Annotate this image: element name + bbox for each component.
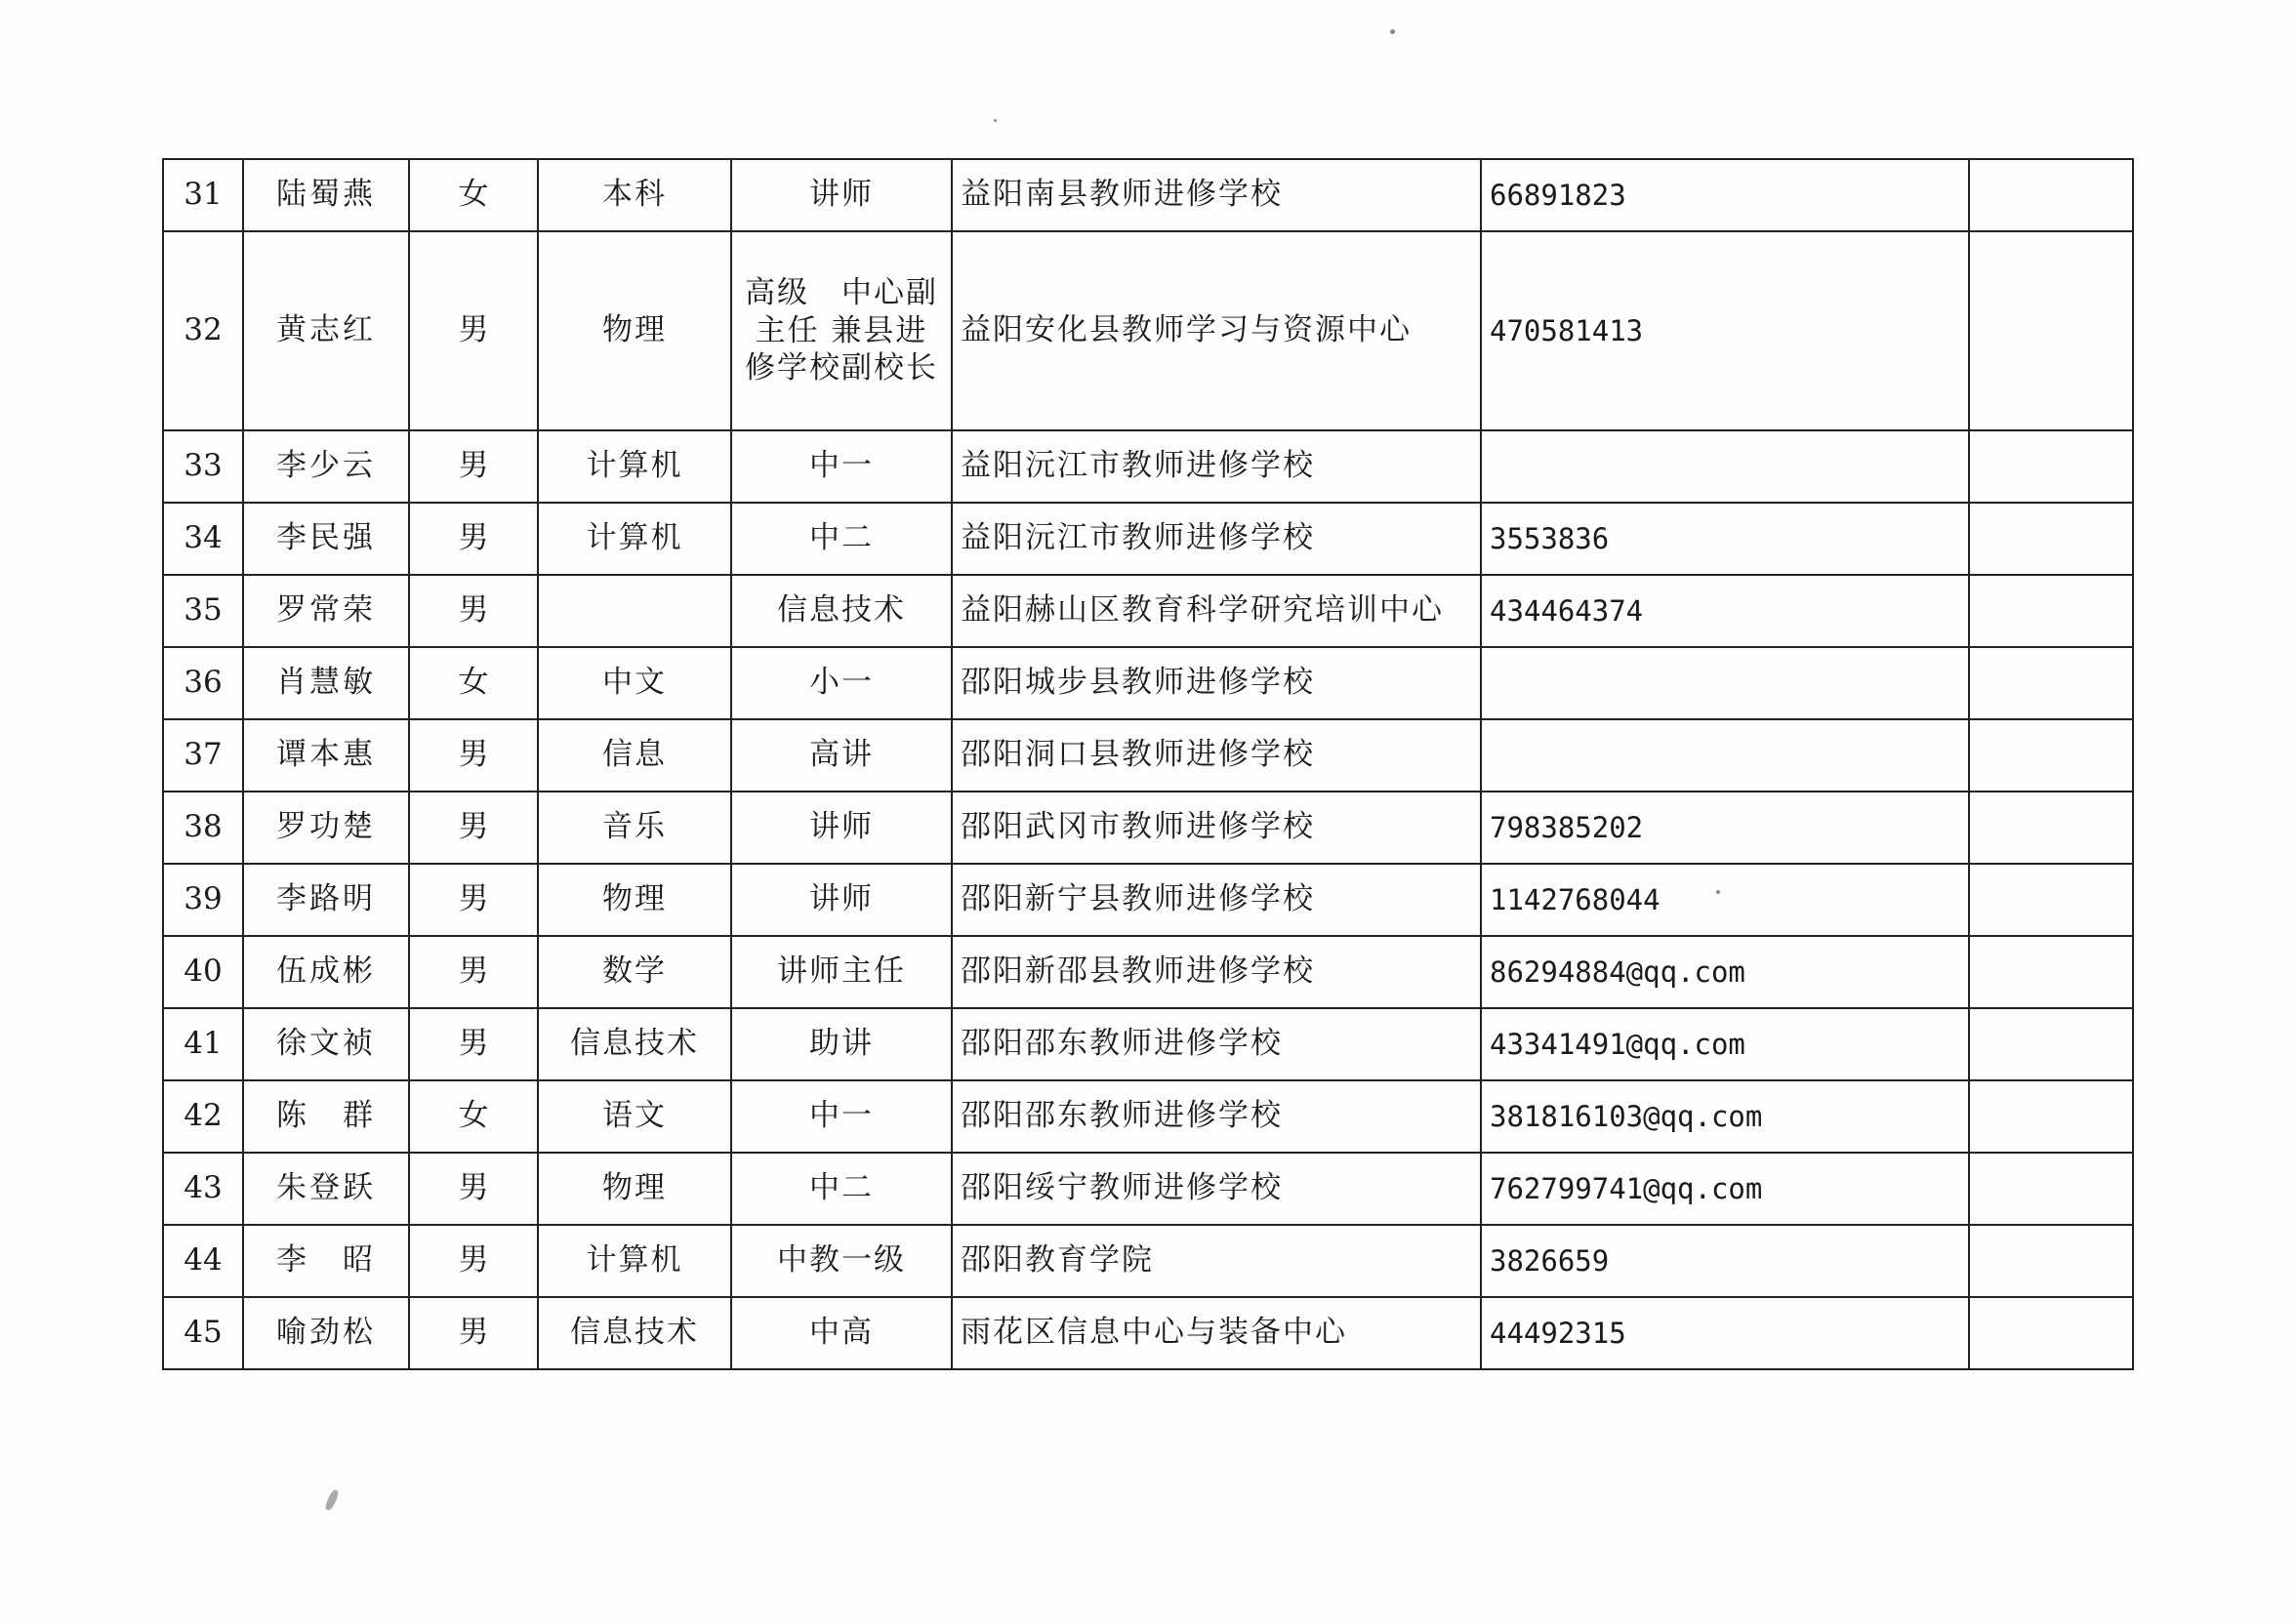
- teacher-title: 信息技术: [731, 575, 952, 647]
- teacher-unit: 益阳沅江市教师进修学校: [952, 430, 1481, 503]
- teacher-name: 喻劲松: [243, 1297, 409, 1369]
- teacher-major: 信息技术: [538, 1008, 731, 1080]
- teacher-title: 讲师: [731, 864, 952, 936]
- table-row: [163, 719, 2133, 792]
- row-number: 43: [163, 1153, 243, 1225]
- remark-cell: [1969, 430, 2133, 503]
- teacher-major: 物理: [538, 231, 731, 430]
- row-number: 35: [163, 575, 243, 647]
- row-number: 38: [163, 792, 243, 864]
- teacher-gender: 男: [409, 575, 538, 647]
- teacher-unit: 益阳南县教师进修学校: [952, 159, 1481, 231]
- remark-cell: [1969, 503, 2133, 575]
- teacher-title: 中高: [731, 1297, 952, 1369]
- teacher-contact: 381816103@qq.com: [1481, 1080, 1969, 1153]
- teacher-unit: 益阳安化县教师学习与资源中心: [952, 231, 1481, 430]
- teacher-name: 徐文祯: [243, 1008, 409, 1080]
- table-row: [163, 1153, 2133, 1225]
- table-row: [163, 936, 2133, 1008]
- teacher-name: 李少云: [243, 430, 409, 503]
- teacher-contact: [1481, 647, 1969, 719]
- row-number: 36: [163, 647, 243, 719]
- remark-cell: [1969, 231, 2133, 430]
- table-row: [163, 159, 2133, 231]
- teacher-contact: [1481, 719, 1969, 792]
- teacher-unit: 雨花区信息中心与装备中心: [952, 1297, 1481, 1369]
- remark-cell: [1969, 719, 2133, 792]
- row-number: 31: [163, 159, 243, 231]
- teacher-name: 李 昭: [243, 1225, 409, 1297]
- teacher-contact: 470581413: [1481, 231, 1969, 430]
- teacher-name: 黄志红: [243, 231, 409, 430]
- teacher-unit: 邵阳新宁县教师进修学校: [952, 864, 1481, 936]
- teacher-contact: 43341491@qq.com: [1481, 1008, 1969, 1080]
- remark-cell: [1969, 1225, 2133, 1297]
- teacher-gender: 男: [409, 1225, 538, 1297]
- row-number: 41: [163, 1008, 243, 1080]
- teacher-gender: 男: [409, 719, 538, 792]
- row-number: 39: [163, 864, 243, 936]
- teacher-gender: 男: [409, 430, 538, 503]
- teacher-major: 计算机: [538, 430, 731, 503]
- teacher-title: 高级 中心副主任 兼县进修学校副校长: [731, 231, 952, 430]
- teacher-gender: 男: [409, 864, 538, 936]
- teacher-title: 高讲: [731, 719, 952, 792]
- teacher-major: 计算机: [538, 503, 731, 575]
- row-number: 45: [163, 1297, 243, 1369]
- teacher-name: 陆蜀燕: [243, 159, 409, 231]
- table-row: [163, 1008, 2133, 1080]
- row-number: 44: [163, 1225, 243, 1297]
- teacher-gender: 男: [409, 792, 538, 864]
- teacher-contact: 762799741@qq.com: [1481, 1153, 1969, 1225]
- teacher-unit: 邵阳城步县教师进修学校: [952, 647, 1481, 719]
- teacher-name: 李民强: [243, 503, 409, 575]
- teacher-unit: 邵阳洞口县教师进修学校: [952, 719, 1481, 792]
- teacher-title: 中二: [731, 503, 952, 575]
- table-row: [163, 430, 2133, 503]
- remark-cell: [1969, 1153, 2133, 1225]
- remark-cell: [1969, 936, 2133, 1008]
- teacher-contact: 3826659: [1481, 1225, 1969, 1297]
- teacher-title: 小一: [731, 647, 952, 719]
- teacher-unit: 益阳沅江市教师进修学校: [952, 503, 1481, 575]
- teacher-unit: 邵阳绥宁教师进修学校: [952, 1153, 1481, 1225]
- teacher-major: 语文: [538, 1080, 731, 1153]
- table-row: [163, 647, 2133, 719]
- teacher-gender: 男: [409, 503, 538, 575]
- table-row: [163, 1225, 2133, 1297]
- teacher-gender: 男: [409, 1297, 538, 1369]
- row-number: 40: [163, 936, 243, 1008]
- teacher-contact: 3553836: [1481, 503, 1969, 575]
- teacher-contact: 434464374: [1481, 575, 1969, 647]
- teacher-contact: 798385202: [1481, 792, 1969, 864]
- teacher-unit: 邵阳邵东教师进修学校: [952, 1080, 1481, 1153]
- teacher-gender: 男: [409, 1153, 538, 1225]
- row-number: 37: [163, 719, 243, 792]
- teacher-name: 罗常荣: [243, 575, 409, 647]
- teacher-major: 本科: [538, 159, 731, 231]
- remark-cell: [1969, 647, 2133, 719]
- teacher-name: 罗功楚: [243, 792, 409, 864]
- remark-cell: [1969, 864, 2133, 936]
- teacher-unit: 邵阳新邵县教师进修学校: [952, 936, 1481, 1008]
- scan-speck: [994, 119, 997, 122]
- table-row: [163, 231, 2133, 430]
- row-number: 34: [163, 503, 243, 575]
- teacher-major: 计算机: [538, 1225, 731, 1297]
- remark-cell: [1969, 1080, 2133, 1153]
- teacher-contact: [1481, 430, 1969, 503]
- teacher-contact: 44492315: [1481, 1297, 1969, 1369]
- table-row: [163, 1080, 2133, 1153]
- teacher-name: 伍成彬: [243, 936, 409, 1008]
- teacher-title: 中二: [731, 1153, 952, 1225]
- table-row: [163, 792, 2133, 864]
- teacher-unit: 邵阳邵东教师进修学校: [952, 1008, 1481, 1080]
- remark-cell: [1969, 575, 2133, 647]
- teacher-contact: 86294884@qq.com: [1481, 936, 1969, 1008]
- teacher-title: 中一: [731, 430, 952, 503]
- row-number: 32: [163, 231, 243, 430]
- teacher-title: 中教一级: [731, 1225, 952, 1297]
- teacher-title: 讲师: [731, 792, 952, 864]
- teacher-major: 物理: [538, 864, 731, 936]
- teacher-name: 陈 群: [243, 1080, 409, 1153]
- teacher-major: 音乐: [538, 792, 731, 864]
- teacher-gender: 男: [409, 1008, 538, 1080]
- teacher-name: 李路明: [243, 864, 409, 936]
- table-row: [163, 503, 2133, 575]
- remark-cell: [1969, 1297, 2133, 1369]
- teacher-major: 中文: [538, 647, 731, 719]
- remark-cell: [1969, 159, 2133, 231]
- teacher-unit: 邵阳武冈市教师进修学校: [952, 792, 1481, 864]
- teacher-gender: 男: [409, 231, 538, 430]
- teacher-major: [538, 575, 731, 647]
- row-number: 33: [163, 430, 243, 503]
- teacher-gender: 男: [409, 936, 538, 1008]
- teacher-gender: 女: [409, 1080, 538, 1153]
- table-row: [163, 575, 2133, 647]
- teacher-unit: 邵阳教育学院: [952, 1225, 1481, 1297]
- roster-table: [162, 158, 2134, 1370]
- teacher-major: 数学: [538, 936, 731, 1008]
- table-row: [163, 864, 2133, 936]
- remark-cell: [1969, 792, 2133, 864]
- teacher-title: 讲师主任: [731, 936, 952, 1008]
- teacher-name: 谭本惠: [243, 719, 409, 792]
- teacher-title: 讲师: [731, 159, 952, 231]
- teacher-name: 肖慧敏: [243, 647, 409, 719]
- row-number: 42: [163, 1080, 243, 1153]
- teacher-contact: 66891823: [1481, 159, 1969, 231]
- teacher-contact: 1142768044: [1481, 864, 1969, 936]
- teacher-gender: 女: [409, 159, 538, 231]
- scan-speck: [1390, 29, 1395, 34]
- teacher-title: 中一: [731, 1080, 952, 1153]
- teacher-major: 物理: [538, 1153, 731, 1225]
- teacher-major: 信息: [538, 719, 731, 792]
- remark-cell: [1969, 1008, 2133, 1080]
- teacher-unit: 益阳赫山区教育科学研究培训中心: [952, 575, 1481, 647]
- teacher-gender: 女: [409, 647, 538, 719]
- table-row: [163, 1297, 2133, 1369]
- roster-body: [163, 159, 2133, 1369]
- scan-speck: [324, 1488, 341, 1511]
- teacher-name: 朱登跃: [243, 1153, 409, 1225]
- teacher-title: 助讲: [731, 1008, 952, 1080]
- teacher-major: 信息技术: [538, 1297, 731, 1369]
